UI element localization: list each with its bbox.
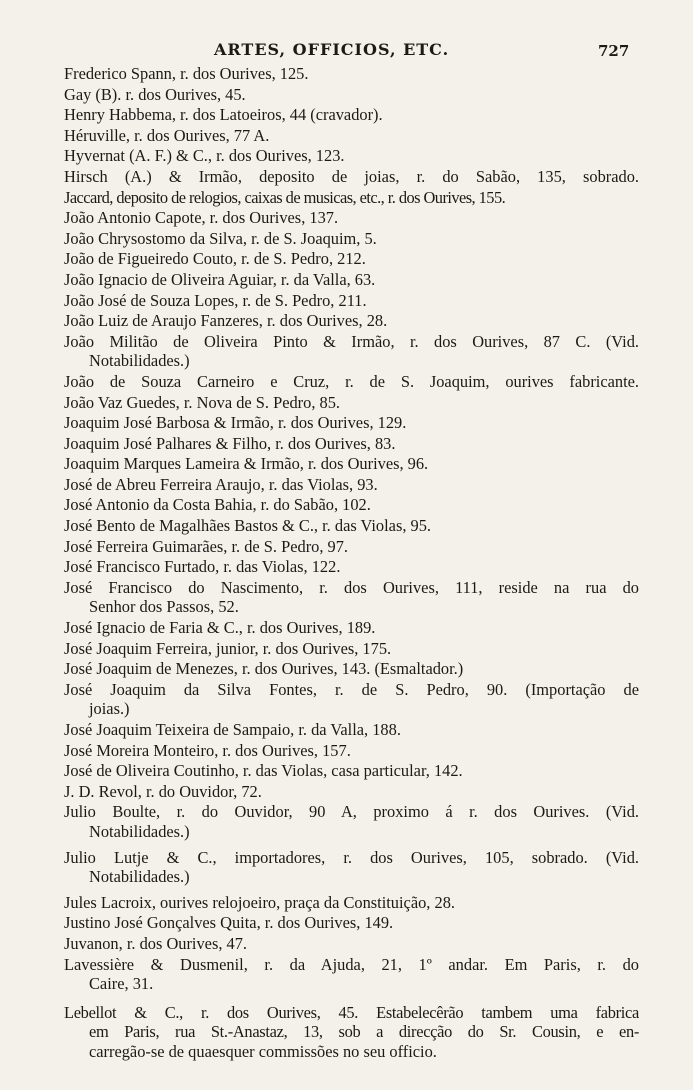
entry-text: João Antonio Capote, r. dos Ourives, 137.: [64, 208, 339, 228]
list-item: [64, 516, 639, 536]
entry-text: Jaccard, deposito de relogios, caixas de musicas, etc., r. dos Ourives, 155.: [64, 187, 506, 207]
entry-text: João Vaz Guedes, r. Nova de S. Pedro, 85.: [64, 392, 341, 412]
list-item: [64, 229, 639, 249]
entry-text: João Ignacio de Oliveira Aguiar, r. da Valla, 63.: [64, 269, 376, 289]
entry-text: José Joaquim de Menezes, r. dos Ourives, 143. (Esmaltador.): [64, 659, 464, 679]
list-item: [64, 208, 639, 228]
entry-text: Juvanon, r. dos Ourives, 47.: [64, 933, 248, 953]
entry-text: José Ferreira Guimarães, r. de S. Pedro, 97.: [64, 536, 349, 556]
entry-text: Lavessière & Dusmenil, r. da Ajuda, 21, 1º andar. Em Paris, r. do: [64, 954, 639, 974]
entry-text: Joaquim Marques Lameira & Irmão, r. dos Ourives, 96.: [64, 454, 429, 474]
entry-text: José Antonio da Costa Bahia, r. do Sabão, 102.: [64, 495, 371, 515]
entry-text: José de Oliveira Coutinho, r. das Violas, casa particular, 142.: [64, 761, 463, 781]
list-item: [64, 639, 639, 659]
list-item: [64, 64, 639, 84]
entry-text: José Joaquim Ferreira, junior, r. dos Ourives, 175.: [64, 638, 392, 658]
entry-text: José de Abreu Ferreira Araujo, r. das Violas, 93.: [64, 474, 378, 494]
list-item: [64, 105, 639, 125]
entry-text: José Francisco Furtado, r. das Violas, 122.: [64, 557, 341, 577]
entry-text: João de Souza Carneiro e Cruz, r. de S. Joaquim, ourives fabricante.: [64, 371, 639, 391]
entry-text: José Francisco do Nascimento, r. dos Ourives, 111, reside na rua do: [64, 577, 639, 597]
list-item: [64, 1003, 639, 1062]
list-item: [64, 332, 639, 371]
running-head: ARTES, OFFICIOS, ETC.: [214, 40, 450, 59]
directory-listing: [64, 64, 639, 1063]
entry-text: José Joaquim Teixeira de Sampaio, r. da Valla, 188.: [64, 720, 401, 739]
entry-text-continued: em Paris, rua St.-Anastaz, 13, sob a direcção do Sr. Cousin, e en-: [89, 1022, 639, 1042]
page-header: [0, 40, 693, 64]
entry-text-continued: Notabilidades.): [89, 821, 190, 841]
entry-text: Jules Lacroix, ourives relojoeiro, praça da Constituição, 28.: [64, 892, 455, 912]
list-item: [64, 413, 639, 433]
entry-text: Hyvernat (A. F.) & C., r. dos Ourives, 123.: [64, 146, 345, 166]
list-item: [64, 249, 639, 269]
entry-text: João de Figueiredo Couto, r. de S. Pedro, 212.: [64, 249, 366, 269]
list-item: [64, 475, 639, 495]
entry-text: Frederico Spann, r. dos Ourives, 125.: [64, 64, 309, 83]
list-item: [64, 167, 639, 187]
list-item: [64, 659, 639, 679]
entry-text: Héruville, r. dos Ourives, 77 A.: [64, 125, 270, 145]
list-item: [64, 802, 639, 841]
list-item: [64, 913, 639, 933]
list-item: [64, 434, 639, 454]
list-item: [64, 291, 639, 311]
list-item: [64, 782, 639, 802]
list-item: [64, 618, 639, 638]
entry-text: João José de Souza Lopes, r. de S. Pedro, 211.: [64, 290, 367, 310]
list-item: [64, 85, 639, 105]
entry-text: João Chrysostomo da Silva, r. de S. Joaquim, 5.: [64, 228, 377, 248]
list-item: [64, 893, 639, 913]
list-item: [64, 146, 639, 166]
list-item: [64, 188, 639, 208]
entry-text: Joaquim José Palhares & Filho, r. dos Ourives, 83.: [64, 433, 396, 453]
entry-text: J. D. Revol, r. do Ouvidor, 72.: [64, 781, 262, 801]
list-item: [64, 495, 639, 515]
list-item: [64, 311, 639, 331]
entry-text: Joaquim José Barbosa & Irmão, r. dos Ourives, 129.: [64, 413, 407, 433]
list-item: [64, 557, 639, 577]
entry-text: Hirsch (A.) & Irmão, deposito de joias, r. do Sabão, 135, sobrado.: [64, 166, 639, 186]
entry-text-continued: Notabilidades.): [89, 867, 190, 887]
page-number: 727: [598, 42, 630, 60]
list-item: [64, 741, 639, 761]
list-item: [64, 454, 639, 474]
list-item: [64, 720, 639, 740]
list-item: [64, 761, 639, 781]
entry-text: José Ignacio de Faria & C., r. dos Ourives, 189.: [64, 618, 376, 638]
entry-text: Julio Lutje & C., importadores, r. dos Ourives, 105, sobrado. (Vid.: [64, 847, 639, 867]
list-item: [64, 848, 639, 887]
entry-text-continued: Senhor dos Passos, 52.: [89, 597, 239, 617]
list-item: [64, 955, 639, 994]
entry-text-continued: Caire, 31.: [89, 974, 154, 994]
entry-text: João Luiz de Araujo Fanzeres, r. dos Ourives, 28.: [64, 311, 388, 331]
list-item: [64, 372, 639, 392]
entry-text: José Joaquim da Silva Fontes, r. de S. Pedro, 90. (Importação de: [64, 679, 639, 699]
entry-text: Lebellot & C., r. dos Ourives, 45. Estabelecêrão tambem uma fabrica: [64, 1002, 639, 1022]
entry-text: Justino José Gonçalves Quita, r. dos Ourives, 149.: [64, 913, 394, 933]
entry-text: João Militão de Oliveira Pinto & Irmão, r. dos Ourives, 87 C. (Vid.: [64, 331, 639, 351]
entry-text-continued: Notabilidades.): [89, 351, 190, 371]
entry-text-continued: joias.): [89, 699, 130, 719]
entry-text: José Bento de Magalhães Bastos & C., r. das Violas, 95.: [64, 516, 432, 536]
entry-text-continued: carregão-se de quaesquer commissões no seu officio.: [89, 1041, 437, 1061]
list-item: [64, 934, 639, 954]
entry-text: Henry Habbema, r. dos Latoeiros, 44 (cravador).: [64, 105, 383, 125]
entry-text: José Moreira Monteiro, r. dos Ourives, 157.: [64, 740, 351, 760]
list-item: [64, 578, 639, 617]
list-item: [64, 270, 639, 290]
entry-text: Julio Boulte, r. do Ouvidor, 90 A, proximo á r. dos Ourives. (Vid.: [64, 802, 639, 822]
entry-text: Gay (B). r. dos Ourives, 45.: [64, 84, 246, 104]
list-item: [64, 537, 639, 557]
list-item: [64, 126, 639, 146]
list-item: [64, 680, 639, 719]
list-item: [64, 393, 639, 413]
